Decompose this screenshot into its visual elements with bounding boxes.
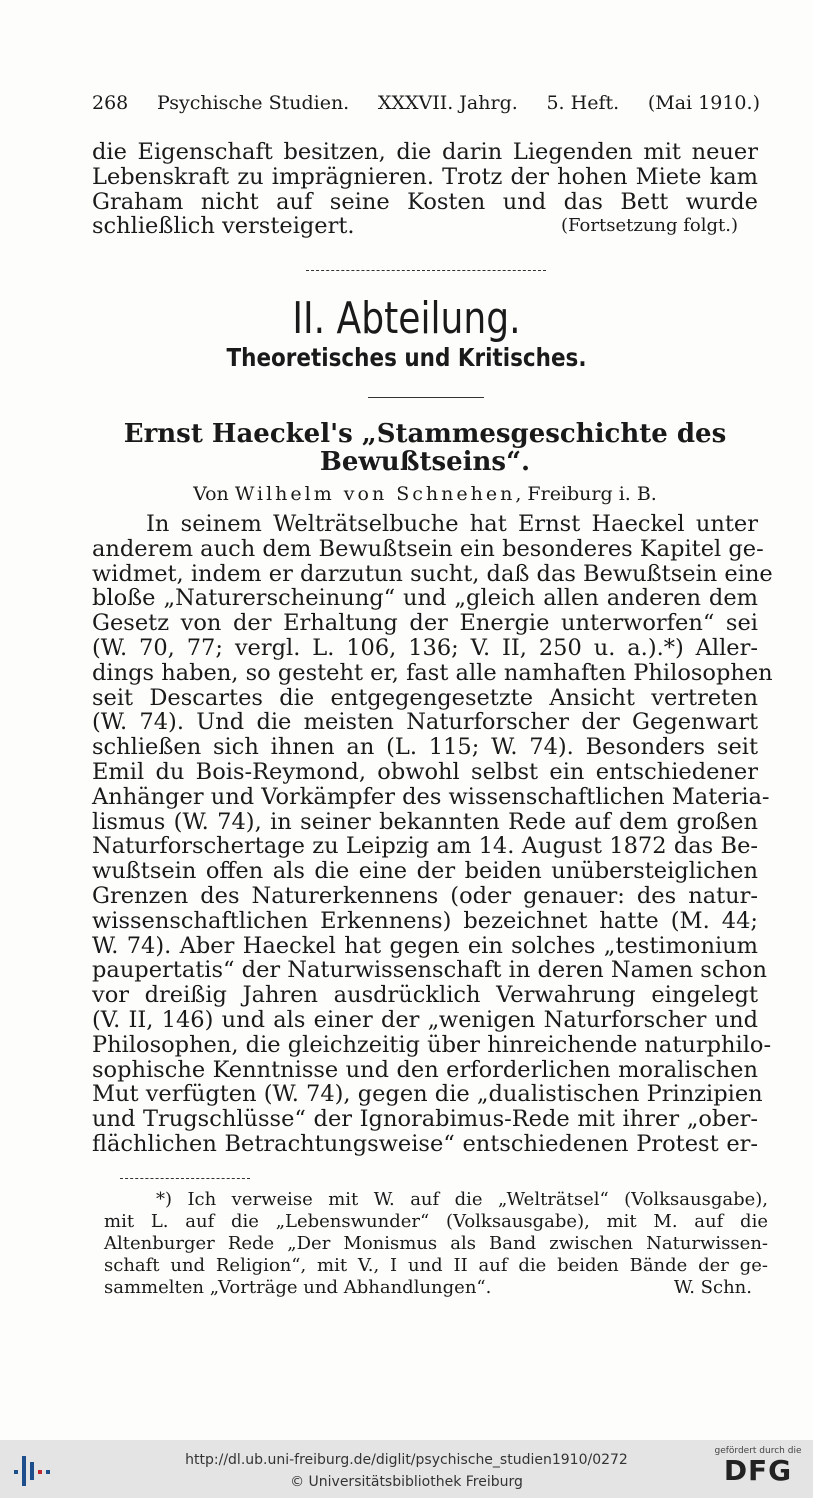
footnote-last-line: [104, 1277, 768, 1299]
body-line: seit Descartes die entgegengesetzte Ansicht vertreten: [92, 684, 758, 711]
section-subtitle: Theoretisches und Kritisches.: [226, 343, 587, 372]
text-line: schließlich versteigert.: [92, 213, 355, 240]
body-line: W. 74). Aber Haeckel hat gegen ein solches „testimonium: [92, 932, 758, 959]
body-line: (W. 70, 77; vergl. L. 106, 136; V. II, 250 u. a.).*) Aller-: [92, 634, 758, 661]
body-line: dings haben, so gesteht er, fast alle namhaften Philosophen: [92, 659, 773, 686]
text-line: die Eigenschaft besitzen, die darin Liegenden mit neuer: [92, 139, 758, 165]
short-rule: [368, 397, 484, 398]
journal-name: Psychische Studien.: [156, 92, 350, 114]
body-line: lismus (W. 74), in seiner bekannten Rede auf dem großen: [92, 808, 758, 835]
article-body: [92, 511, 773, 1157]
body-line: sophische Kenntnisse und den erforderlichen moralischen: [92, 1056, 758, 1083]
footnote-line: sammelten „Vorträge und Abhandlungen“.: [104, 1277, 492, 1298]
body-line: wußtsein offen als die eine der beiden unübersteiglichen: [92, 858, 758, 885]
text-line: Lebenskraft zu imprägnieren. Trotz der hohen Miete kam: [92, 163, 758, 190]
copyright-notice: © Universitätsbibliothek Freiburg: [290, 1474, 523, 1490]
body-line: flächlichen Betrachtungsweise“ entschiedenen Protest er-: [92, 1130, 758, 1157]
running-head: [92, 92, 760, 114]
body-line: (V. II, 146) und als einer der „wenigen Naturforscher und: [92, 1006, 758, 1033]
body-line: Anhänger und Vorkämpfer des wissenschaftlichen Materia-: [92, 783, 770, 810]
body-line: wissenschaftlichen Erkennens) bezeichnet hatte (M. 44;: [92, 907, 758, 934]
volume: XXXVII. Jahrg.: [377, 92, 518, 114]
issue-date: (Mai 1910.): [647, 92, 760, 114]
byline: [92, 483, 758, 505]
footnote: [104, 1189, 768, 1299]
document-url-link[interactable]: http://dl.ub.uni-freiburg.de/diglit/psychische_studien1910/0272: [185, 1452, 628, 1468]
body-line: (W. 74). Und die meisten Naturforscher der Gegenwart: [92, 709, 758, 736]
separator-rule: [306, 270, 546, 271]
body-line: anderem auch dem Bewußtsein ein besonderes Kapitel ge-: [92, 535, 764, 562]
fortsetzung-note: (Fortsetzung folgt.): [561, 215, 738, 237]
footnote-line: schaft und Religion“, mit V., I und II auf die beiden Bände der ge-: [104, 1255, 768, 1276]
footnote-line: mit L. auf die „Lebenswunder“ (Volksausgabe), mit M. auf die: [104, 1211, 768, 1232]
byline-prefix: Von: [193, 483, 229, 505]
author-name: Wilhelm von Schnehen: [234, 483, 516, 505]
article-title-line-2: Bewußtseins“.: [319, 447, 531, 477]
body-line: Emil du Bois-Reymond, obwohl selbst ein entschiedener: [92, 758, 758, 785]
footnote-line: Altenburger Rede „Der Monismus als Band zwischen Naturwissen-: [104, 1233, 768, 1254]
viewer-footer: [0, 1440, 813, 1498]
body-line: vor dreißig Jahren ausdrücklich Verwahrung eingelegt: [92, 982, 758, 1009]
dfg-logo-text: DFG: [723, 1454, 793, 1487]
issue: 5. Heft.: [546, 92, 620, 114]
footnote-rule: [120, 1178, 250, 1179]
body-line: Naturforschertage zu Leipzig am 14. August 1872 das Be-: [92, 833, 758, 860]
author-location: , Freiburg i. B.: [515, 483, 657, 505]
body-line: widmet, indem er darzutun sucht, daß das Bewußtsein eine: [92, 560, 773, 587]
body-line: bloße „Naturerscheinung“ und „gleich allen anderen dem: [92, 585, 758, 612]
page-number: 268: [92, 92, 129, 114]
footnote-signature: W. Schn.: [673, 1277, 752, 1298]
body-line: Grenzen des Naturerkennens (oder genauer: des natur-: [92, 882, 758, 909]
article-title-line-1: Ernst Haeckel's „Stammesgeschichte des: [123, 419, 727, 449]
body-line: schließen sich ihnen an (L. 115; W. 74). Besonders seit: [92, 734, 758, 761]
body-line: paupertatis“ der Naturwissenschaft in deren Namen schon: [92, 957, 767, 984]
body-line: In seinem Welträtselbuche hat Ernst Haeckel unter: [146, 511, 758, 537]
continuation-text: [92, 140, 758, 239]
dfg-tagline: gefördert durch die: [714, 1446, 802, 1456]
body-line: Philosophen, die gleichzeitig über hinreichende naturphilo-: [92, 1031, 772, 1058]
body-line: Gesetz von der Erhaltung der Energie unterworfen“ sei: [92, 610, 758, 637]
section-title: II. Abteilung.: [292, 293, 521, 344]
continuation-last-line: [92, 214, 758, 239]
dfg-logo: [713, 1446, 803, 1492]
body-line: und Trugschlüsse“ der Ignorabimus-Rede mit ihrer „ober-: [92, 1106, 758, 1133]
body-line: Mut verfügten (W. 74), gegen die „dualistischen Prinzipien: [92, 1081, 763, 1108]
text-line: Graham nicht auf seine Kosten und das Bett wurde: [92, 188, 758, 215]
footnote-line: *) Ich verweise mit W. auf die „Welträtsel“ (Volksausgabe),: [156, 1189, 768, 1210]
